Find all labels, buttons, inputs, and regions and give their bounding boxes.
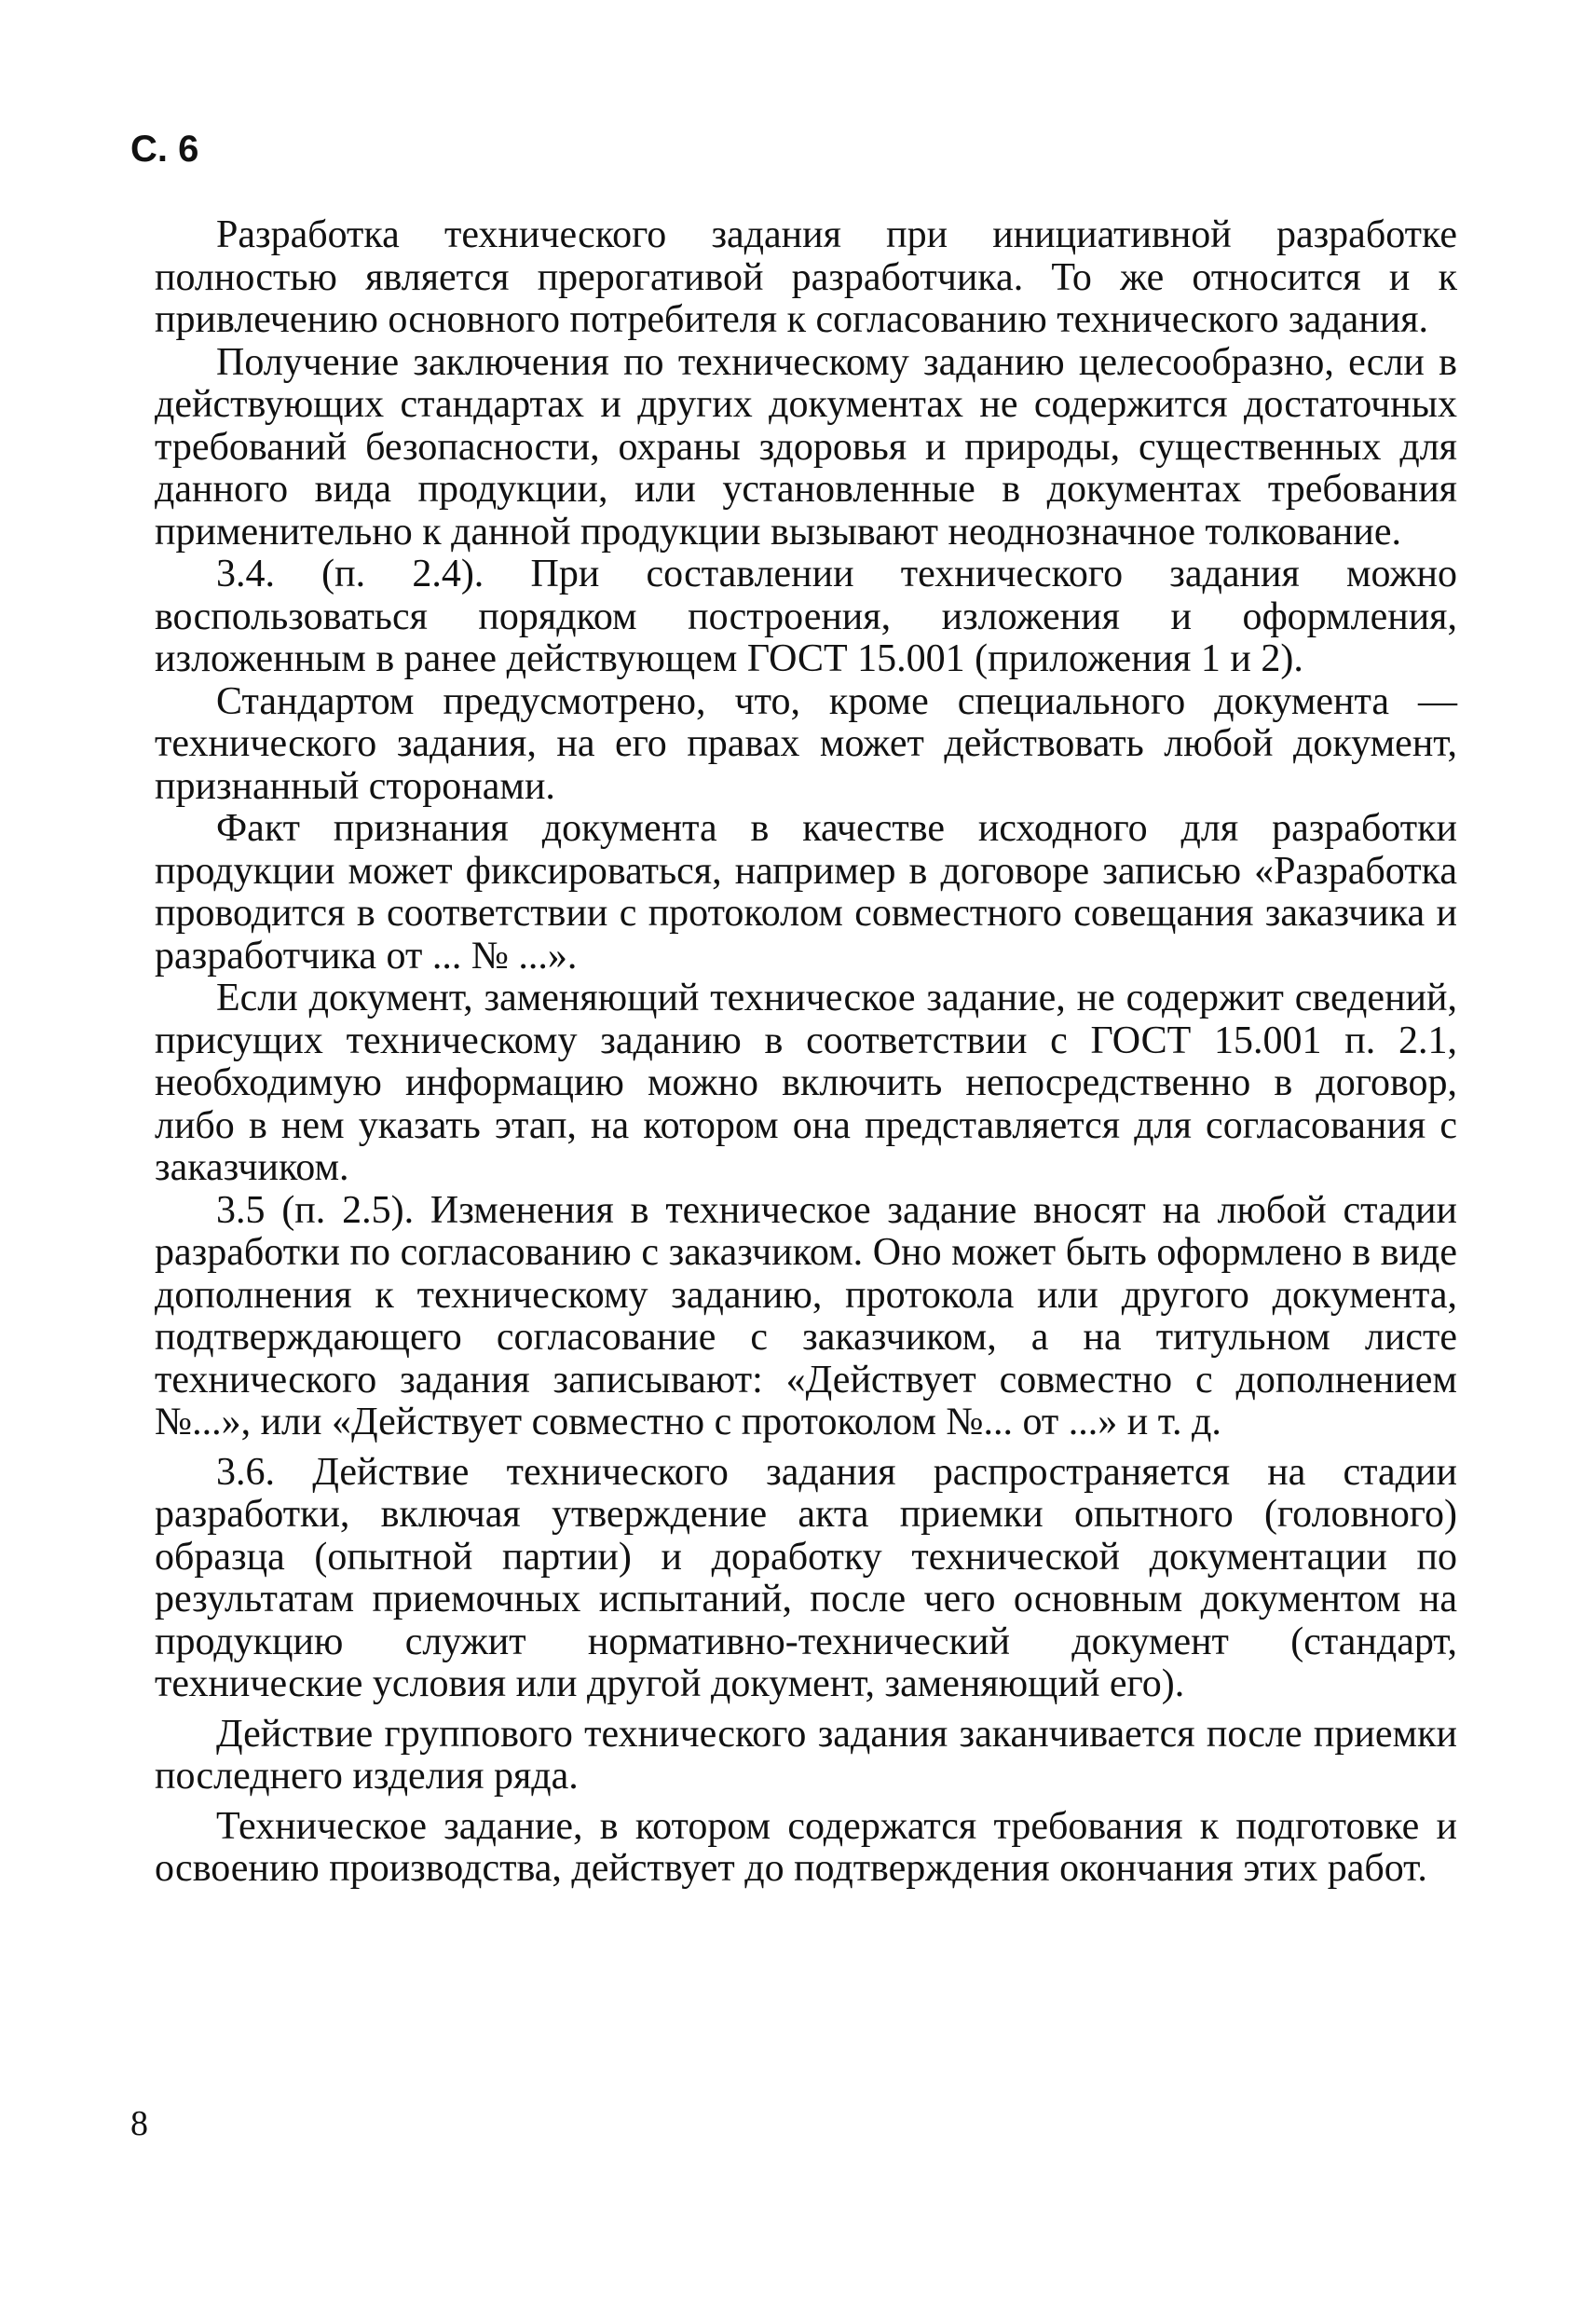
paragraph-production-preparation: Техническое задание, в котором содержатся требования к подготовке и освоению производства, действует до подтверждения окончания этих работ. xyxy=(155,1804,1457,1890)
paragraph-fact-of-recognition: Факт признания документа в качестве исходного для разработки продукции может фиксироваться, например в договоре записью «Разработка проводится в соответствии с протоколом совместного совещания заказчика и разработчика от ... № ...». xyxy=(155,807,1457,978)
paragraph-3-4: 3.4. (п. 2.4). При составлении технического задания можно воспользоваться порядком построения, изложения и оформления, изложенным в ранее действующем ГОСТ 15.001 (приложения 1 и 2). xyxy=(155,553,1457,680)
paragraph-conclusion-on-spec: Получение заключения по техническому заданию целесообразно, если в действующих стандартах и других документах не содержится достаточных требований безопасности, охраны здоровья и природы, существенных для данного вида продукции, или установленные в документах требования применительно к данной продукции вызывают неоднозначное толкование. xyxy=(155,340,1457,554)
paragraph-replacing-document: Если документ, заменяющий техническое задание, не содержит сведений, присущих техническому заданию в соответствии с ГОСТ 15.001 п. 2.1, необходимую информацию можно включить непосредственно в договор, либо в нем указать этап, на котором она представляется для согласования с заказчиком. xyxy=(155,977,1457,1189)
paragraph-initiative-development: Разработка технического задания при инициативной разработке полностью является прерогативой разработчика. То же относится и к привлечению основного потребителя к согласованию технического задания. xyxy=(155,213,1457,341)
paragraph-group-spec: Действие группового технического задания заканчивается после приемки последнего изделия ряда. xyxy=(155,1712,1457,1798)
paragraph-standard-provides: Стандартом предусмотрено, что, кроме специального документа — технического задания, на его правах может действовать любой документ, признанный сторонами. xyxy=(155,679,1457,808)
page-number: 8 xyxy=(130,2104,148,2143)
page-header-label: С. 6 xyxy=(130,129,199,170)
document-body xyxy=(155,214,1457,1891)
paragraph-3-5: 3.5 (п. 2.5). Изменения в техническое задание вносят на любой стадии разработки по согласованию с заказчиком. Оно может быть оформлено в виде дополнения к техническому заданию, протокола или другого документа, подтверждающего согласование с заказчиком, а на титульном листе технического задания записывают: «Действует совместно с дополнением №...», или «Действует совместно с протоколом №... от ...» и т. д. xyxy=(155,1188,1457,1443)
paragraph-3-6: 3.6. Действие технического задания распространяется на стадии разработки, включая утверждение акта приемки опытного (головного) образца (опытной партии) и доработку технической документации по результатам приемочных испытаний, после чего основным документом на продукцию служит нормативно-технический документ (стандарт, технические условия или другой документ, заменяющий его). xyxy=(155,1450,1457,1705)
